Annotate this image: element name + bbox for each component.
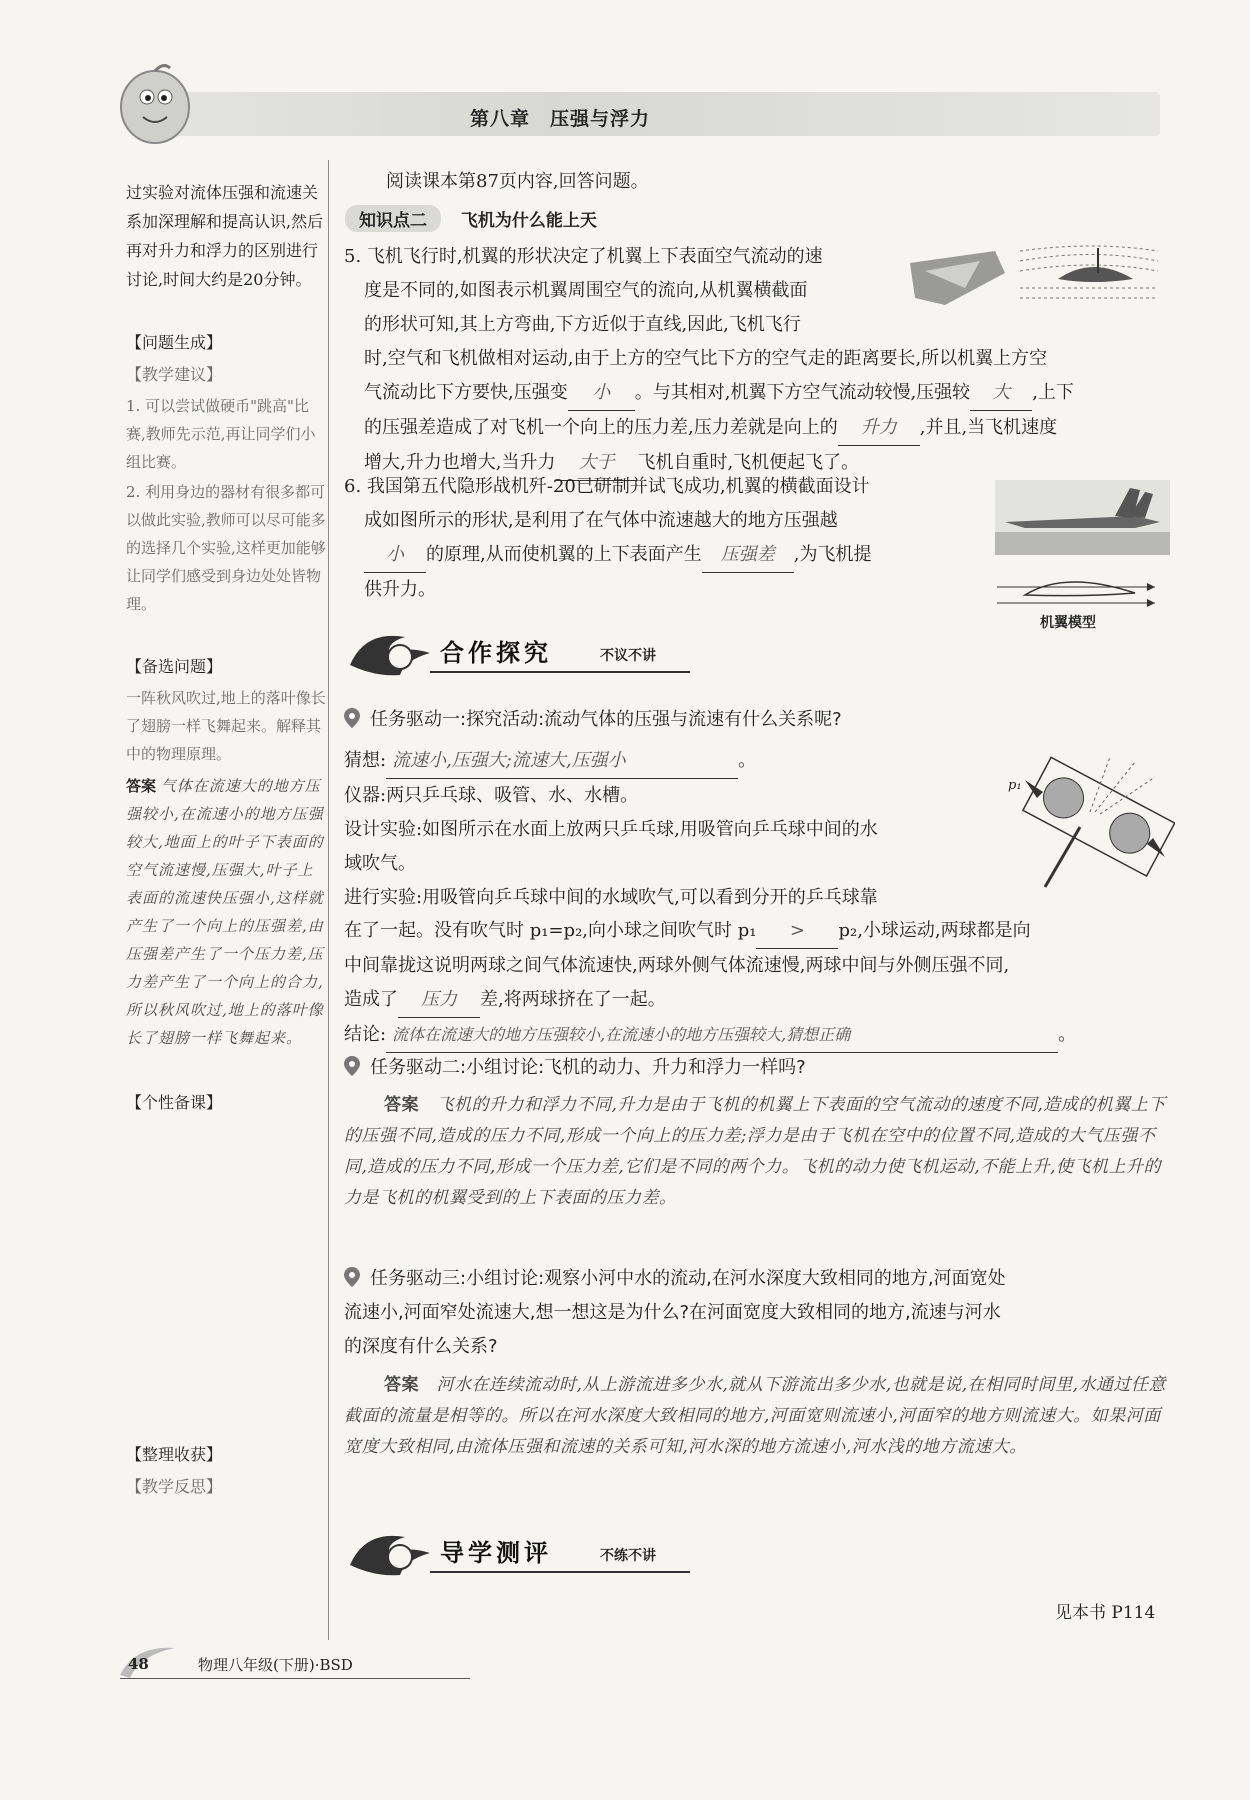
design-line-1: 设计实验:如图所示在水面上放两只乒乓球,用吸管向乒乓球中间的水 <box>344 819 878 840</box>
knowledge-point-title: 飞机为什么能上天 <box>460 211 597 231</box>
sidebar-heading-reflect: 【教学反思】 <box>126 1477 223 1496</box>
q5-blank-2[interactable]: 大 <box>970 376 1032 411</box>
exp-line-2 <box>344 914 1174 949</box>
q5-blank-4[interactable]: 大于 <box>555 446 637 481</box>
q5-line-5 <box>344 376 1174 411</box>
mascot-logo <box>115 62 195 147</box>
location-pin-icon <box>344 1056 360 1076</box>
exp-text: 差,将两球挤在了一起。 <box>480 989 666 1010</box>
conclusion-line: 结论: 流体在流速大的地方压强较小,在流速小的地方压强较大,猜想正确 。 <box>344 1018 1174 1053</box>
q5-line-4: 时,空气和飞机做相对运动,由于上方的空气比下方的空气走的距离要长,所以机翼上方空 <box>364 348 1048 369</box>
answer-2-text: 飞机的升力和浮力不同,升力是由于飞机的机翼上下表面的空气流动的速度不同,造成的机翼上下的压强不同,造成的压力不同,形成一个向上的压力差;浮力是由于飞机在空中的位置不同,造成的大气压强不同,造成的压力不同,形成一个压力差,它们是不同的两个力。飞机的动力使飞机运动,不能上升,使飞机上升的力是飞机的机翼受到的上下表面的压力差。 <box>344 1095 1166 1208</box>
wing-model-diagram <box>995 565 1160 615</box>
experiment-block <box>344 744 994 915</box>
q5-text: 气流动比下方要快,压强变 <box>364 382 568 403</box>
task-2 <box>344 1051 1174 1085</box>
exp-text: p₂,小球运动,两球都是向 <box>838 920 1031 941</box>
wing-model-label: 机翼模型 <box>1040 615 1096 631</box>
flame-icon <box>345 1525 435 1581</box>
compare-blank[interactable]: > <box>756 914 838 949</box>
q6-text: 的原理,从而使机翼的上下表面产生 <box>426 544 702 565</box>
sidebar-suggest-2: 2. 利用身边的器材有很多都可以做此实验,教师可以尽可能多的选择几个实验,这样更加能够让同学们感受到身边处处皆物理。 <box>126 483 326 613</box>
exp-text: 在了一起。没有吹气时 p₁=p₂,向小球之间吹气时 p₁ <box>344 920 757 941</box>
sidebar-alt-question: 一阵秋风吹过,地上的落叶像长了翅膀一样飞舞起来。解释其中的物理原理。 <box>126 689 326 763</box>
answer-2 <box>344 1090 1174 1214</box>
task-3 <box>344 1262 1174 1364</box>
flame-icon <box>345 625 435 681</box>
sidebar-heading-suggest: 【教学建议】 <box>126 365 223 384</box>
q6-text: ,为飞机提 <box>793 544 872 565</box>
page-number: 48 <box>128 1655 149 1673</box>
q5-text: 飞机自重时,飞机便起飞了。 <box>637 452 860 473</box>
exp-line-4 <box>344 983 1174 1018</box>
answer-2-label: 答案 <box>384 1095 419 1115</box>
exp-line-1: 进行实验:用吸管向乒乓球中间的水域吹气,可以看到分开的乒乓球靠 <box>344 887 878 908</box>
ping-pong-experiment-diagram <box>1005 752 1175 892</box>
exp-text: 造成了 <box>344 989 398 1010</box>
answer-3-text: 河水在连续流动时,从上游流进多少水,就从下游流出多少水,也就是说,在相同时间里,水通过任意截面的流量是相等的。所以在河水深度大致相同的地方,河面宽则流速小,河面窄的地方则流速大。如果河面宽度大致相同,由流体压强和流速的关系可知,河水深的地方流速小,河水浅的地方流速大。 <box>344 1375 1167 1457</box>
read-intro: 阅读课本第87页内容,回答问题。 <box>386 171 649 192</box>
task-1 <box>344 703 1174 737</box>
coop-underline <box>430 671 690 673</box>
knowledge-point <box>345 205 597 232</box>
column-divider <box>328 160 329 1640</box>
answer-3-label: 答案 <box>384 1375 419 1395</box>
task-3-line-1 <box>344 1262 1174 1296</box>
sidebar-intro: 过实验对流体压强和流速关系加深理解和提高认识,然后再对升力和浮力的区别进行讨论,时间大约是20分钟。 <box>126 183 324 289</box>
location-pin-icon <box>344 708 360 728</box>
q6-line-3 <box>344 538 984 573</box>
conclusion-answer[interactable]: 流体在流速大的地方压强较小,在流速小的地方压强较大,猜想正确 <box>386 1018 1058 1053</box>
q6-line-2: 成如图所示的形状,是利用了在气体中流速越大的地方压强越 <box>364 510 838 531</box>
q5-text: 增大,升力也增大,当升力 <box>364 452 556 473</box>
see-book-reference: 见本书 P114 <box>1055 1603 1156 1623</box>
guide-underline <box>430 1571 690 1573</box>
guess-label: 猜想: <box>344 750 387 771</box>
sidebar-heading-summary: 【整理收获】 <box>126 1445 223 1464</box>
design-line-2: 域吹气。 <box>344 853 416 874</box>
sidebar-suggest-1: 1. 可以尝试做硬币"跳高"比赛,教师先示范,再让同学们小组比赛。 <box>126 397 316 471</box>
sidebar-answer-label: 答案 <box>126 777 157 795</box>
airplane-wing-photo <box>905 243 1010 313</box>
footer-rule <box>120 1678 470 1679</box>
coop-section-header <box>345 625 705 681</box>
question-6 <box>344 470 984 607</box>
guess-answer[interactable]: 流速小,压强大;流速大,压强小 <box>386 744 738 779</box>
knowledge-point-tag: 知识点二 <box>345 205 441 232</box>
q5-line-3: 的形状可知,其上方弯曲,下方近似于直线,因此,飞机飞行 <box>364 314 801 335</box>
p1-label: p₁ <box>1008 778 1022 793</box>
tools-line: 仪器:两只乒乓球、吸管、水、水槽。 <box>344 785 639 806</box>
experiment-result <box>344 914 1174 1053</box>
location-pin-icon <box>344 1267 360 1287</box>
q5-line-6 <box>344 411 1174 446</box>
sidebar-answer-text: 气体在流速大的地方压强较小,在流速小的地方压强较大,地面上的叶子下表面的空气流速慢,压强大,叶子上表面的流速快压强小,这样就产生了一个向上的压强差,由压强差产生了一个压力差,压力差产生了一个向上的合力,所以秋风吹过,地上的落叶像长了翅膀一样飞舞起来。 <box>126 777 324 1047</box>
coop-title: 合作探究 <box>440 639 552 667</box>
guide-section-header <box>345 1525 705 1581</box>
q5-line-1: 5. 飞机飞行时,机翼的形状决定了机翼上下表面空气流动的速 <box>344 246 823 267</box>
conclusion-label: 结论: <box>344 1024 387 1045</box>
sidebar-heading-problem: 【问题生成】 <box>126 333 223 352</box>
q5-blank-3[interactable]: 升力 <box>838 411 920 446</box>
q6-blank-1[interactable]: 小 <box>364 538 426 573</box>
task-3-line-2: 流速小,河面窄处流速大,想一想这是为什么?在河面宽度大致相同的地方,流速与河水 <box>344 1302 1001 1323</box>
guide-title: 导学测评 <box>440 1539 552 1567</box>
sidebar-heading-personal: 【个性备课】 <box>126 1093 223 1112</box>
task-3-text: 任务驱动三:小组讨论:观察小河中水的流动,在河水深度大致相同的地方,河面宽处 <box>370 1268 1006 1289</box>
chapter-title: 第八章 压强与浮力 <box>470 108 651 130</box>
task-2-text: 任务驱动二:小组讨论:飞机的动力、升力和浮力一样吗? <box>370 1057 806 1078</box>
q5-line-2: 度是不同的,如图表示机翼周围空气的流向,从机翼横截面 <box>364 280 808 301</box>
exp-line-3: 中间靠拢这说明两球之间气体流速快,两球外侧气体流速慢,两球中间与外侧压强不同, <box>344 955 1010 976</box>
task-1-text: 任务驱动一:探究活动:流动气体的压强与流速有什么关系呢? <box>370 709 842 730</box>
q6-line-1: 6. 我国第五代隐形战机歼-20已研制并试飞成功,机翼的横截面设计 <box>344 476 870 497</box>
q6-line-4: 供升力。 <box>364 579 436 600</box>
q5-text: ,并且,当飞机速度 <box>919 417 1058 438</box>
answer-3 <box>344 1370 1174 1463</box>
pressure-blank[interactable]: 压力 <box>398 983 480 1018</box>
q5-text: 。与其相对,机翼下方空气流动较慢,压强较 <box>634 382 971 403</box>
j20-jet-photo <box>995 480 1170 555</box>
header-band <box>150 92 1160 136</box>
q5-text: 的压强差造成了对飞机一个向上的压力差,压力差就是向上的 <box>364 417 838 438</box>
sidebar-heading-alt: 【备选问题】 <box>126 657 223 676</box>
q5-text: ,上下 <box>1032 382 1074 403</box>
guess-line: 猜想: 流速小,压强大;流速大,压强小 。 <box>344 744 994 779</box>
q6-blank-2[interactable]: 压强差 <box>702 538 794 573</box>
sidebar-alt-answer <box>126 772 326 1052</box>
wing-airflow-diagram <box>1018 243 1168 308</box>
guide-subtitle: 不练不讲 <box>600 1548 656 1564</box>
coop-subtitle: 不议不讲 <box>600 648 656 664</box>
q5-blank-1[interactable]: 小 <box>568 376 635 411</box>
task-3-line-3: 的深度有什么关系? <box>344 1336 498 1357</box>
book-title: 物理八年级(下册)·BSD <box>198 1656 353 1674</box>
